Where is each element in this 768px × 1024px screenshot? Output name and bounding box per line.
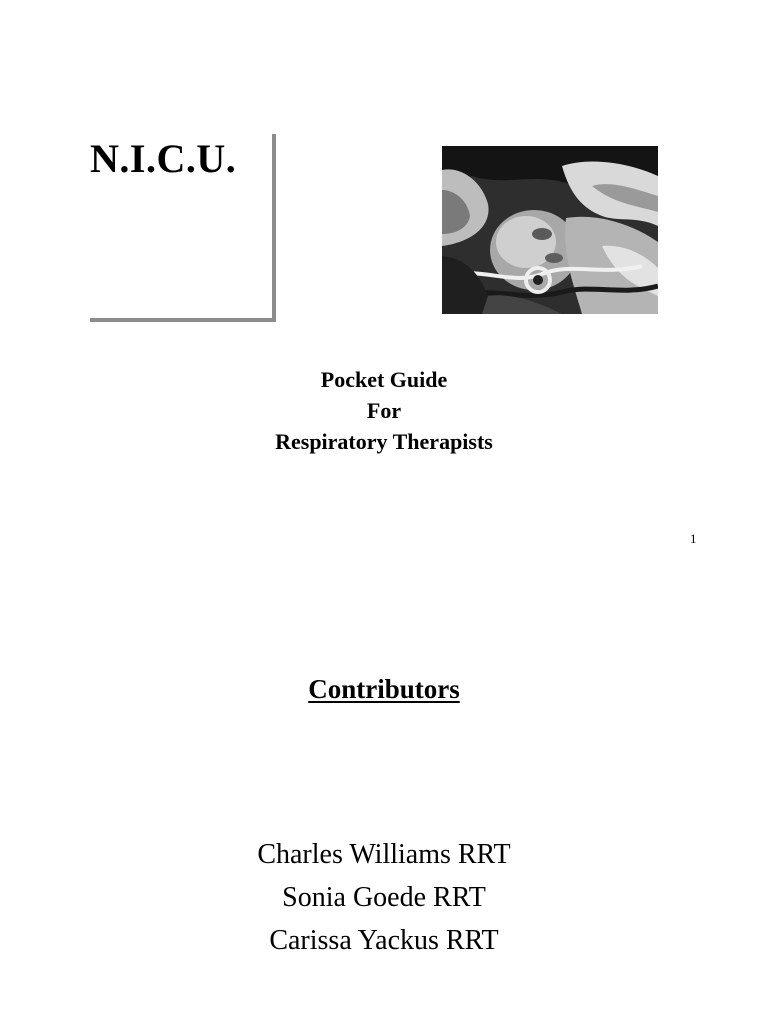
contributor-name: Charles Williams RRT — [257, 839, 511, 870]
subtitle-line: Respiratory Therapists — [275, 429, 493, 454]
subtitle-block — [184, 364, 584, 457]
contributors-heading: Contributors — [308, 674, 460, 704]
contributors-list — [184, 833, 584, 962]
infant-photo-graphic — [442, 146, 658, 314]
contributor-name: Carissa Yackus RRT — [269, 925, 499, 956]
subtitle-line: For — [366, 398, 402, 423]
infant-photo — [442, 146, 658, 314]
page-number: 1 — [690, 531, 697, 546]
subtitle-line: Pocket Guide — [320, 367, 448, 392]
title-box — [90, 134, 276, 322]
page-title: N.I.C.U. — [90, 136, 237, 181]
contributor-name: Sonia Goede RRT — [282, 882, 486, 913]
